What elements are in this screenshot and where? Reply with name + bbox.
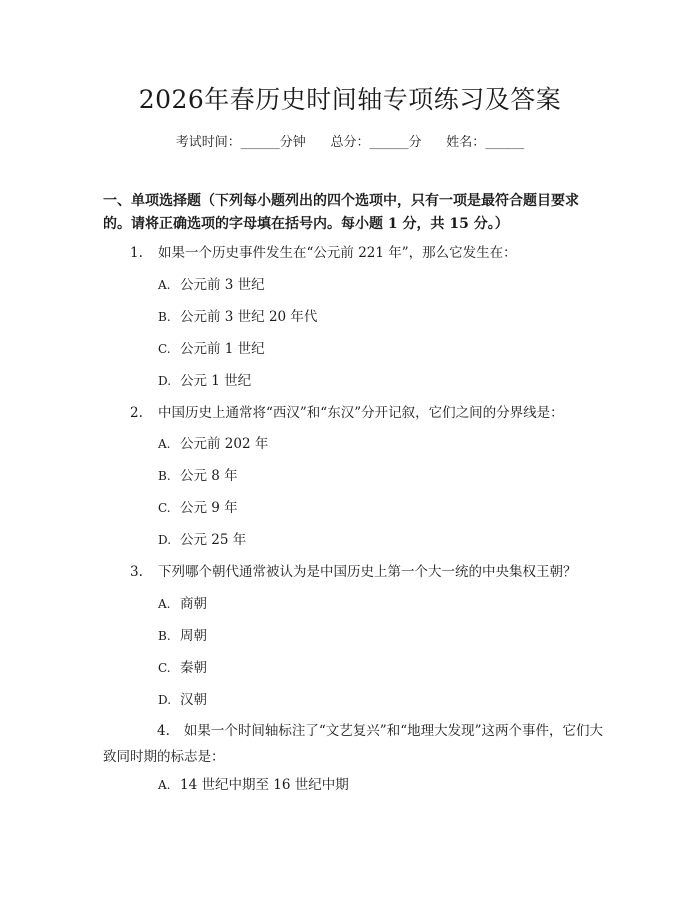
option-text: 公元前 3 世纪 — [180, 277, 265, 293]
question-4 — [103, 718, 603, 770]
option-text: 14 世纪中期至 16 世纪中期 — [180, 777, 349, 793]
option-letter: B. — [158, 469, 171, 483]
question-1-option-c — [158, 339, 265, 359]
option-letter: B. — [158, 629, 171, 643]
option-text: 公元 25 年 — [180, 532, 247, 548]
question-1-option-d — [158, 371, 251, 391]
question-2-option-d — [158, 530, 246, 550]
question-3-option-d — [158, 690, 207, 710]
question-1 — [103, 240, 603, 266]
question-3-option-b — [158, 626, 207, 646]
question-3-option-c — [158, 658, 207, 678]
question-text: 中国历史上通常将“西汉”和“东汉”分开记叙，它们之间的分界线是： — [158, 405, 564, 421]
option-letter: C. — [158, 661, 171, 675]
question-number: 2. — [130, 405, 143, 421]
option-letter: A. — [158, 437, 171, 451]
option-text: 商朝 — [180, 596, 207, 612]
option-letter: A. — [158, 597, 171, 611]
option-letter: D. — [158, 533, 172, 547]
question-2-option-b — [158, 466, 238, 486]
option-letter: D. — [158, 693, 172, 707]
question-number: 4. — [157, 723, 170, 739]
option-text: 秦朝 — [180, 660, 207, 676]
option-letter: B. — [158, 310, 171, 324]
option-text: 周朝 — [180, 628, 207, 644]
question-2 — [103, 400, 603, 426]
question-2-option-a — [158, 434, 268, 454]
question-text: 如果一个时间轴标注了“文艺复兴”和“地理大发现”这两个事件，它们大致同时期的标志是： — [103, 723, 603, 765]
option-text: 公元 1 世纪 — [180, 373, 252, 389]
option-text: 汉朝 — [180, 692, 207, 708]
option-text: 公元前 1 世纪 — [180, 341, 265, 357]
exam-meta-line: 考试时间：______分钟 总分：______分 姓名：______ — [175, 135, 525, 150]
question-4-option-a — [158, 775, 349, 795]
option-letter: C. — [158, 342, 171, 356]
section-heading: 一、单项选择题（下列每小题列出的四个选项中，只有一项是最符合题目要求的。请将正确选项的字母填在括号内。每小题 1 分，共 15 分。） — [103, 193, 579, 232]
question-number: 1. — [130, 245, 143, 261]
option-text: 公元 8 年 — [180, 468, 238, 484]
question-3-option-a — [158, 594, 207, 614]
question-1-option-a — [158, 275, 265, 295]
option-text: 公元前 202 年 — [180, 436, 269, 452]
question-text: 如果一个历史事件发生在“公元前 221 年”，那么它发生在： — [158, 245, 517, 261]
option-letter: D. — [158, 374, 172, 388]
option-text: 公元前 3 世纪 20 年代 — [180, 309, 318, 325]
question-2-option-c — [158, 498, 238, 518]
option-letter: A. — [158, 778, 171, 792]
document-title: 2026年春历史时间轴专项练习及答案 — [138, 85, 562, 114]
question-1-option-b — [158, 307, 317, 327]
option-text: 公元 9 年 — [180, 500, 238, 516]
question-number: 3. — [130, 564, 143, 580]
option-letter: C. — [158, 501, 171, 515]
question-3 — [103, 559, 603, 585]
question-text: 下列哪个朝代通常被认为是中国历史上第一个大一统的中央集权王朝？ — [158, 564, 577, 580]
option-letter: A. — [158, 278, 171, 292]
